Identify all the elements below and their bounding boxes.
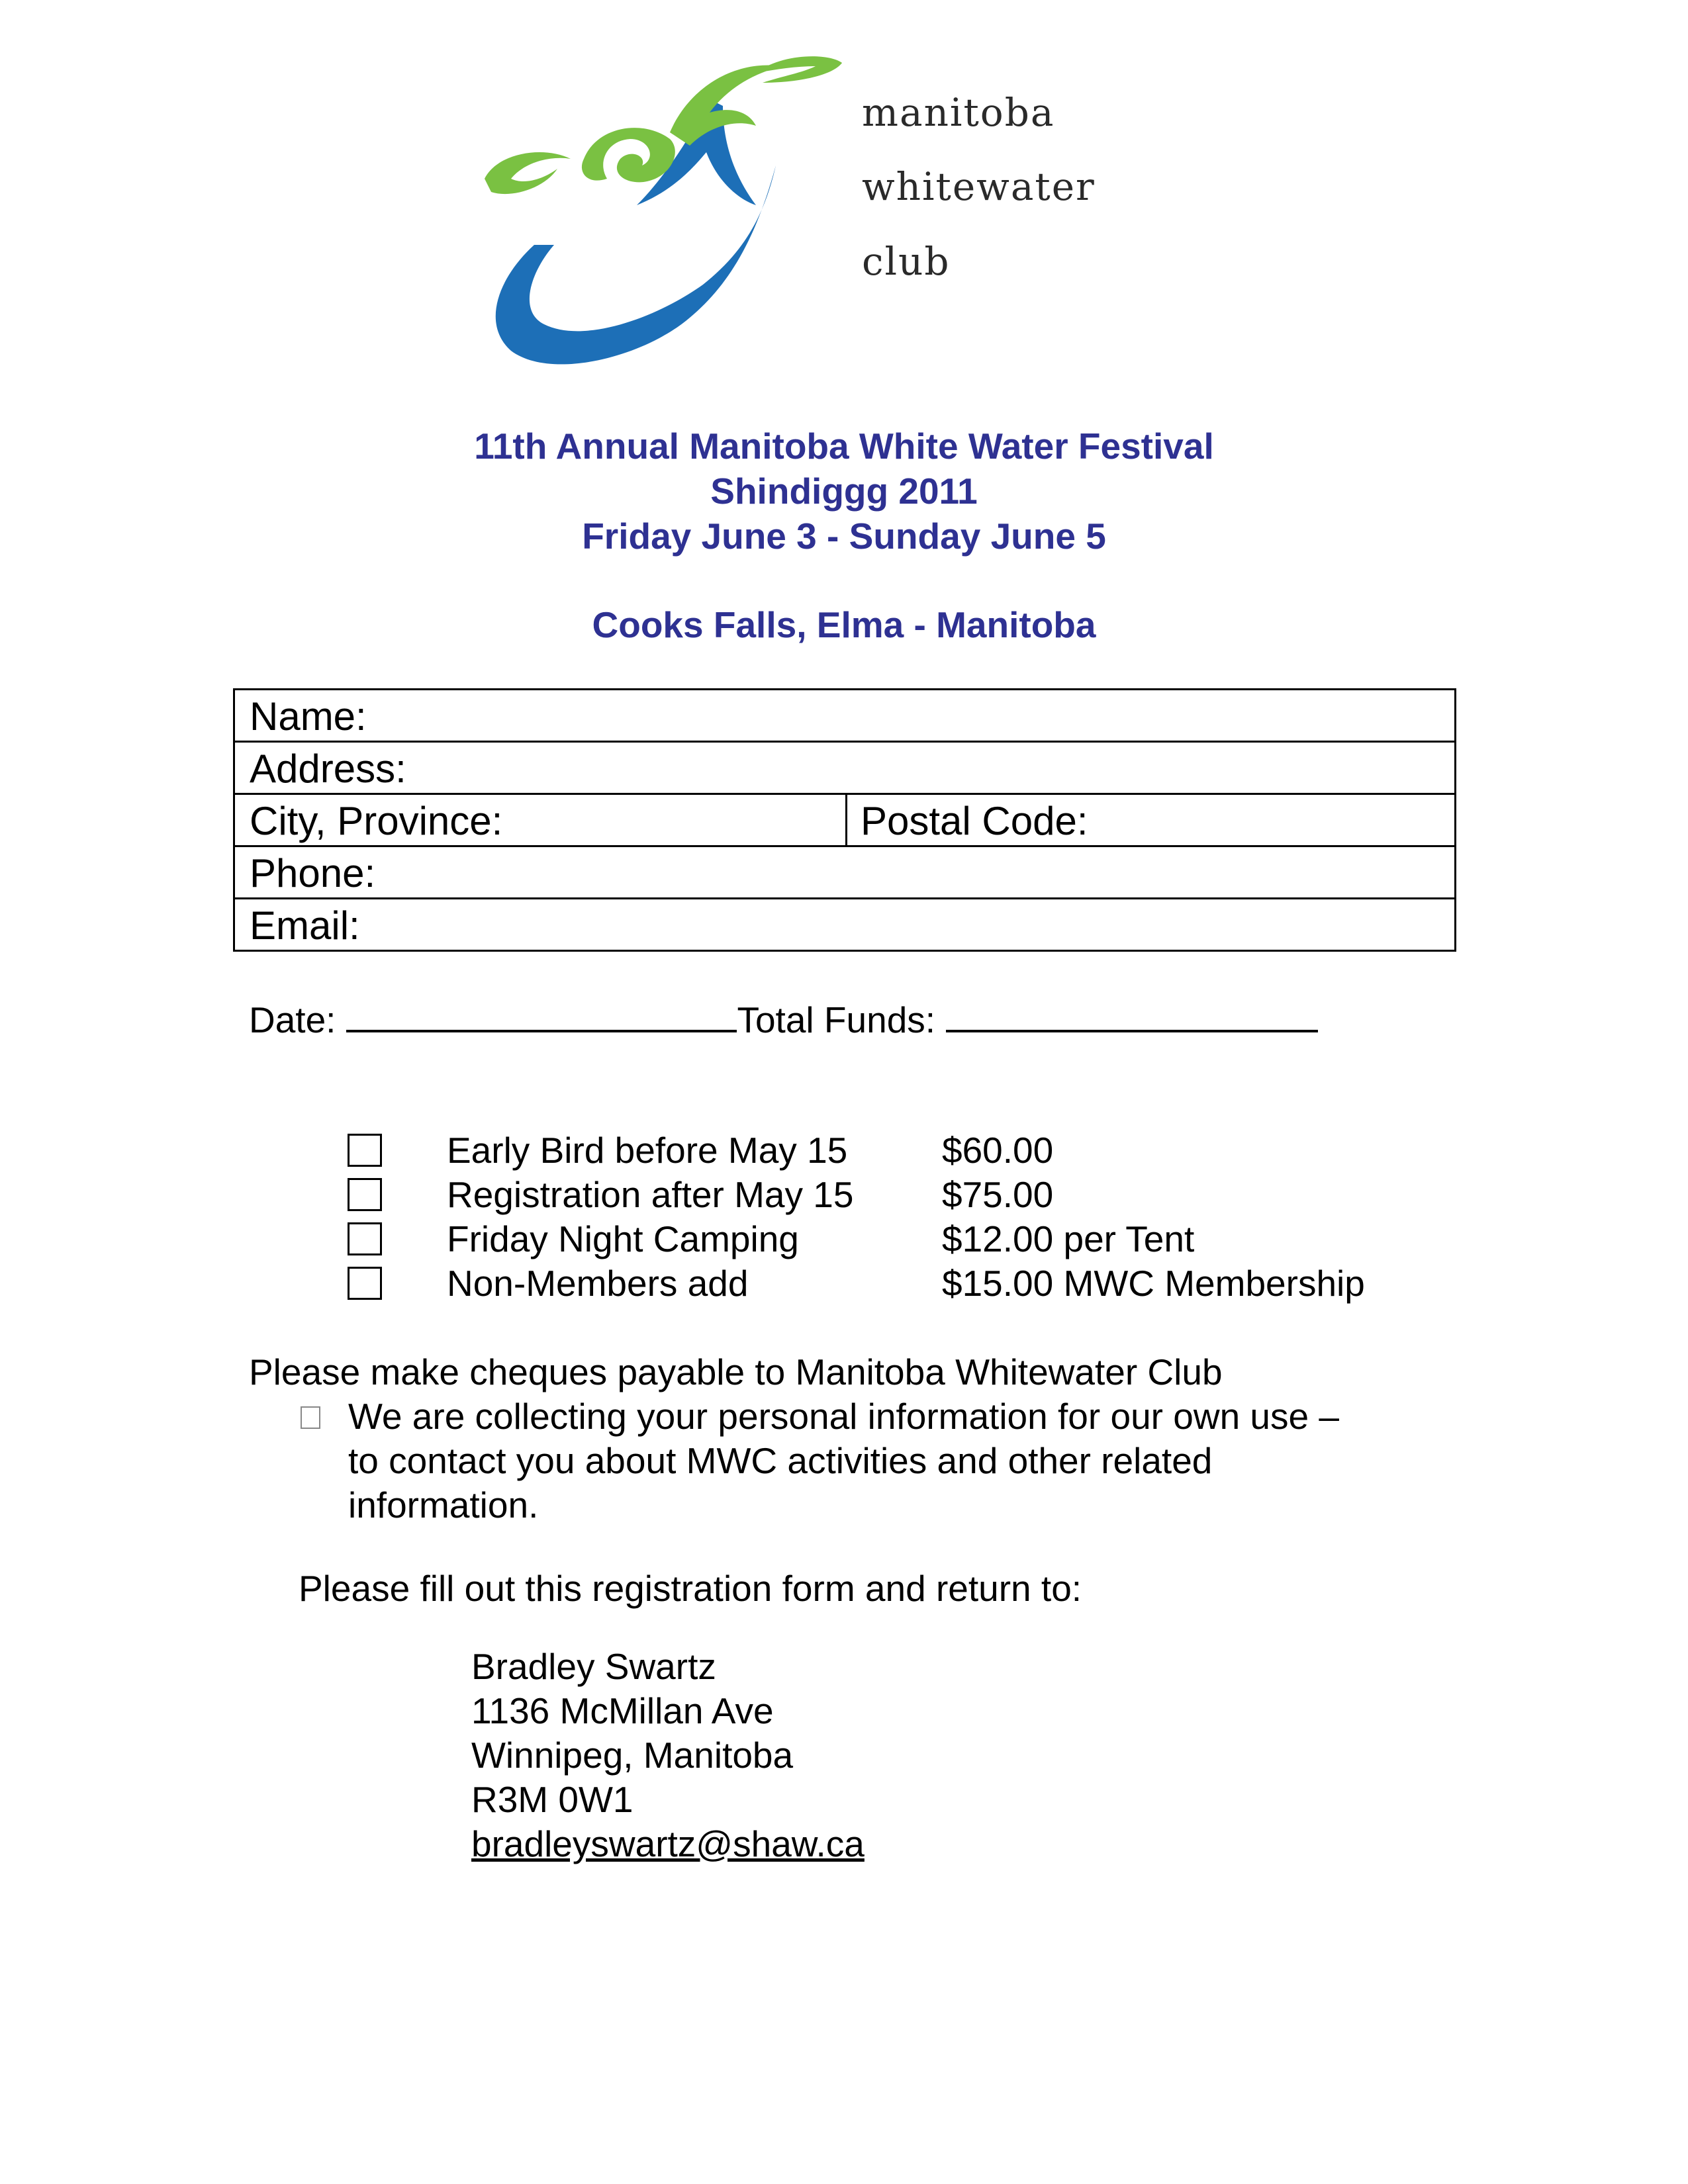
contact-email-link[interactable]: bradleyswartz@shaw.ca [471, 1823, 865, 1864]
heading-subtitle: Shindiggg 2011 [710, 471, 978, 512]
cheque-instructions: Please make cheques payable to Manitoba Whitewater Club [249, 1351, 1223, 1392]
privacy-line: information. [348, 1484, 539, 1525]
club-logo [471, 46, 1100, 377]
heading-title: 11th Annual Manitoba White Water Festival [474, 426, 1214, 467]
city-province: Winnipeg, Manitoba [471, 1735, 794, 1776]
logo-text-line-2: whitewater [862, 164, 1096, 209]
postal-code-label: Postal Code: [861, 799, 1088, 843]
city-postal-row [235, 795, 1454, 847]
fee-option [348, 1261, 1473, 1306]
bullet-box-icon [301, 1406, 320, 1429]
logo-text-line-3: club [862, 239, 951, 284]
privacy-line: to contact you about MWC activities and other related [348, 1440, 1213, 1481]
mailing-address [471, 1645, 865, 1866]
postal-code-cell[interactable] [845, 795, 1088, 845]
city-province-label[interactable]: City, Province: [250, 799, 503, 843]
fee-option [348, 1173, 1473, 1217]
total-funds-blank[interactable] [946, 993, 1318, 1032]
heading-dates: Friday June 3 - Sunday June 5 [582, 516, 1106, 557]
name-row[interactable] [235, 690, 1454, 743]
address-row[interactable] [235, 743, 1454, 795]
email-label: Email: [250, 903, 360, 948]
logo-green-swirl-top [670, 65, 782, 146]
fee-amount: $15.00 MWC Membership [942, 1263, 1365, 1304]
email-row[interactable] [235, 899, 1454, 952]
fee-label: Friday Night Camping [447, 1218, 799, 1259]
fee-amount: $12.00 per Tent [942, 1218, 1195, 1259]
return-instructions: Please fill out this registration form and return to: [299, 1568, 1082, 1609]
logo-text-line-1: manitoba [862, 90, 1055, 135]
non-member-checkbox[interactable] [348, 1267, 382, 1300]
camping-checkbox[interactable] [348, 1222, 382, 1255]
contact-name: Bradley Swartz [471, 1646, 716, 1687]
logo-green-swirl-left [485, 152, 571, 194]
fee-options [348, 1128, 1473, 1306]
name-label: Name: [250, 694, 367, 739]
postal-code: R3M 0W1 [471, 1779, 633, 1820]
fee-label: Early Bird before May 15 [447, 1130, 848, 1171]
logo-blue-swoosh [496, 165, 776, 364]
date-total-line [249, 993, 1318, 1043]
fee-option [348, 1217, 1473, 1261]
logo-green-leaf [756, 56, 842, 83]
phone-label: Phone: [250, 851, 376, 895]
registration-table [233, 688, 1456, 952]
heading-location: Cooks Falls, Elma - Manitoba [592, 604, 1096, 645]
privacy-line: We are collecting your personal information for our own use – [348, 1396, 1339, 1437]
logo-green-swirl-center [582, 128, 675, 182]
date-blank[interactable] [346, 993, 737, 1032]
street-address: 1136 McMillan Ave [471, 1690, 774, 1731]
date-label: Date: [249, 999, 336, 1040]
fee-option [348, 1128, 1473, 1173]
address-label: Address: [250, 747, 406, 791]
early-bird-checkbox[interactable] [348, 1134, 382, 1167]
registration-checkbox[interactable] [348, 1178, 382, 1211]
fee-label: Registration after May 15 [447, 1174, 854, 1215]
festival-heading [0, 424, 1688, 647]
fee-amount: $60.00 [942, 1130, 1054, 1171]
total-funds-label: Total Funds: [737, 999, 936, 1040]
phone-row[interactable] [235, 847, 1454, 899]
fee-label: Non-Members add [447, 1263, 749, 1304]
privacy-text [348, 1394, 1339, 1527]
fee-amount: $75.00 [942, 1174, 1054, 1215]
